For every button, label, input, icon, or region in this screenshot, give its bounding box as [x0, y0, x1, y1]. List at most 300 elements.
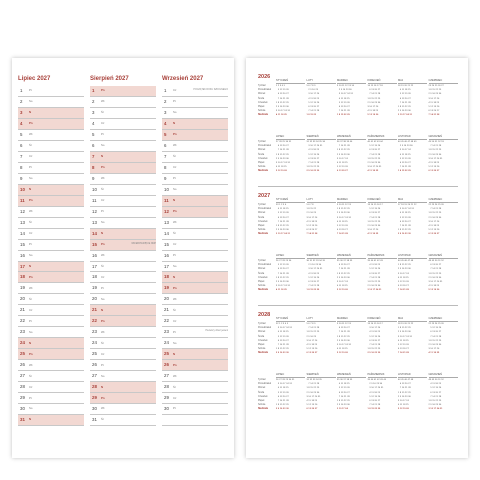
day-name: Cz [173, 241, 177, 246]
mini-month-name: GRUDZIEŃ [429, 134, 458, 140]
weekday-label: Tydzień [258, 204, 266, 206]
mini-month [429, 372, 458, 412]
mini-month-name: CZERWIEC [429, 316, 458, 322]
day-name: Śr [101, 340, 104, 345]
day-number: 3 [92, 109, 95, 115]
weekday-labels [258, 322, 275, 356]
month-title: Lipiec 2027 [18, 76, 51, 82]
day-row [90, 382, 156, 393]
day-row [18, 108, 84, 119]
day-number: 13 [20, 219, 25, 225]
weekday-label: Niedziela [258, 408, 268, 411]
weekday-label: Sobota [258, 110, 266, 113]
weekday-label: Czwartek [258, 157, 268, 160]
day-row [162, 108, 228, 119]
day-name: Śr [173, 230, 176, 235]
mini-month-name: PAŹDZIERNIK [368, 134, 397, 140]
day-number: 29 [20, 395, 25, 401]
day-number: 22 [20, 318, 25, 324]
mini-month-name: GRUDZIEŃ [429, 372, 458, 378]
holiday-note: WNIEBOWZIĘCIE NMP [131, 242, 156, 245]
weekday-label: Wtorek [258, 149, 266, 152]
day-number: 10 [92, 186, 97, 192]
day-number: 20 [92, 296, 97, 302]
mini-month [337, 197, 366, 237]
weekday-label: Piątek [258, 399, 265, 402]
day-number: 14 [20, 230, 25, 236]
day-name: So [29, 99, 33, 104]
weekday-label: Wtorek [258, 331, 266, 334]
day-row [162, 338, 228, 349]
mini-month [429, 197, 458, 237]
day-number: 25 [92, 351, 97, 357]
mini-month [368, 197, 397, 237]
weekday-label: Środa [258, 335, 265, 338]
mini-month-days: 44 45 46 47 48 6 13 20 27 7 14 21 28 1 8 15 22 29 2 9 16 23 30 3 10 17 24 4 11 18 25 5 12 19 26 [398, 379, 414, 411]
day-number: 29 [164, 395, 169, 401]
mini-month [368, 253, 397, 293]
mini-month-name: GRUDZIEŃ [429, 253, 458, 259]
weekday-label: Środa [258, 216, 265, 219]
day-name: Cz [101, 274, 105, 279]
month-title: Wrzesień 2027 [162, 76, 204, 82]
day-row [162, 207, 228, 218]
mini-month-days: 5 6 7 8 9 2 9 16 23 3 10 17 24 4 11 18 25 5 12 19 26 6 13 20 27 7 14 21 28 1 8 15 22 [306, 85, 320, 117]
day-name: Wt [101, 252, 105, 257]
day-number: 5 [164, 131, 167, 137]
day-number: 22 [164, 318, 169, 324]
day-number: 30 [20, 406, 25, 412]
mini-month [398, 78, 427, 118]
day-row [18, 141, 84, 152]
month-column-july [18, 75, 84, 426]
day-number: 21 [92, 307, 97, 313]
day-name: Pt [101, 285, 104, 290]
day-row [18, 185, 84, 196]
day-row [90, 196, 156, 207]
day-row [162, 294, 228, 305]
year-divider [258, 305, 458, 306]
day-name: Cz [29, 384, 33, 389]
day-number: 27 [92, 373, 97, 379]
day-name: Cz [173, 395, 177, 400]
day-name: Cz [173, 318, 177, 323]
day-name: Cz [29, 154, 33, 159]
day-row [90, 174, 156, 185]
day-row [90, 360, 156, 371]
day-row [90, 229, 156, 240]
day-name: So [173, 340, 177, 345]
day-name: N [29, 187, 32, 192]
year-label: 2026 [258, 74, 271, 80]
day-row [18, 229, 84, 240]
day-row [162, 305, 228, 316]
day-name: N [173, 198, 176, 203]
mini-month [398, 316, 427, 356]
day-name: Cz [101, 198, 105, 203]
day-number: 19 [20, 285, 25, 291]
day-number: 10 [20, 186, 25, 192]
weekday-label: Poniedziałek [258, 145, 272, 148]
day-number: 17 [20, 263, 25, 269]
day-name: Pn [29, 198, 33, 203]
day-number: 17 [164, 263, 169, 269]
day-number: 19 [92, 285, 97, 291]
day-name: N [101, 154, 104, 159]
weekday-label: Tydzień [258, 323, 266, 325]
day-name: Śr [29, 373, 32, 378]
day-row [90, 371, 156, 382]
mini-month [276, 197, 305, 237]
weekday-label: Niedziela [258, 170, 268, 173]
mini-month-name: KWIECIEŃ [368, 316, 397, 322]
month-column-september [162, 75, 228, 426]
mini-month-name: LUTY [307, 316, 336, 322]
day-name: Pt [101, 132, 104, 137]
day-number: 31 [20, 417, 25, 423]
day-number: 2 [164, 98, 167, 104]
day-number: 8 [92, 164, 95, 170]
day-number: 27 [20, 373, 25, 379]
day-row [18, 174, 84, 185]
day-name: So [173, 263, 177, 268]
mini-month [398, 253, 427, 293]
weekday-label: Czwartek [258, 276, 268, 279]
day-number: 26 [92, 362, 97, 368]
mini-month-name: LUTY [307, 78, 336, 84]
weekday-label: Tydzień [258, 85, 266, 87]
day-row [18, 86, 84, 97]
day-row [90, 207, 156, 218]
day-number: 2 [20, 98, 23, 104]
mini-month [276, 372, 305, 412]
day-name: Pn [29, 351, 33, 356]
day-number: 21 [164, 307, 169, 313]
day-row [90, 283, 156, 294]
weekday-labels [258, 203, 275, 237]
day-row [18, 251, 84, 262]
day-row [162, 119, 228, 130]
mini-month-name: LIPIEC [276, 253, 305, 259]
day-row [90, 86, 156, 97]
day-number: 29 [92, 395, 97, 401]
mini-month-name: MARZEC [337, 197, 366, 203]
mini-month [276, 253, 305, 293]
weekday-labels [258, 259, 275, 293]
day-name: Wt [173, 143, 177, 148]
mini-month-days: 35 36 37 38 39 4 11 18 25 5 12 19 26 6 13 20 27 7 14 21 28 1 8 15 22 29 2 9 16 23 30 3 10 17 24 [337, 379, 353, 411]
day-name: Pn [173, 285, 177, 290]
day-number: 8 [164, 164, 167, 170]
day-row [18, 349, 84, 360]
day-number: 3 [20, 109, 23, 115]
day-name: N [29, 263, 32, 268]
day-row [162, 360, 228, 371]
day-number: 18 [20, 274, 25, 280]
year-label: 2027 [258, 193, 271, 199]
mini-month [368, 134, 397, 174]
day-row [90, 262, 156, 273]
day-row [162, 415, 228, 426]
day-number: 19 [164, 285, 169, 291]
day-name: Wt [29, 362, 33, 367]
day-number: 8 [20, 164, 23, 170]
mini-month [368, 316, 397, 356]
day-number: 24 [92, 340, 97, 346]
mini-month-days: 30 31 32 33 34 35 2 9 16 23 30 3 10 17 24 31 4 11 18 25 5 12 19 26 6 13 20 27 7 14 21 28 1 8 15 22 29 [306, 260, 325, 292]
day-name: Śr [101, 110, 104, 115]
mini-month-days: 40 41 42 43 44 5 12 19 26 6 13 20 27 7 14 21 28 1 8 15 22 29 2 9 16 23 30 3 10 17 24 31 4 11 18 25 [367, 141, 383, 173]
day-number: 4 [92, 120, 95, 126]
day-name: N [29, 417, 32, 422]
day-row [18, 130, 84, 141]
day-number: 17 [92, 263, 97, 269]
mini-month-days: 9 10 11 12 13 1 8 15 22 29 2 9 16 23 30 3 10 17 24 31 4 11 18 25 5 12 19 26 6 13 20 27 7 14 21 28 [337, 204, 352, 236]
holiday-note: Pierwszy dzień jesieni [205, 330, 228, 333]
day-row [162, 240, 228, 251]
mini-month-days: 18 19 20 21 22 4 11 18 25 5 12 19 26 6 13 20 27 7 14 21 28 1 8 15 22 29 2 9 16 23 30 3 10 17 24 31 [398, 85, 414, 117]
day-name: Pt [173, 252, 176, 257]
day-row [18, 404, 84, 415]
mini-month-name: KWIECIEŃ [368, 197, 397, 203]
day-number: 12 [20, 208, 25, 214]
day-number: 24 [164, 340, 169, 346]
day-name: So [173, 187, 177, 192]
mini-month [276, 78, 305, 118]
day-number: 5 [92, 131, 95, 137]
day-number: 4 [20, 120, 23, 126]
day-name: So [29, 329, 33, 334]
day-name: Śr [173, 384, 176, 389]
mini-month [398, 134, 427, 174]
mini-month-days: 39 40 41 42 43 4 11 18 25 5 12 19 26 6 13 20 27 7 14 21 28 1 8 15 22 29 2 9 16 23 30 3 10 17 24 31 [367, 260, 383, 292]
weekday-label: Tydzień [258, 260, 266, 262]
day-name: Pt [101, 209, 104, 214]
day-row [18, 240, 84, 251]
day-name: So [173, 110, 177, 115]
day-row [18, 415, 84, 426]
day-number: 16 [92, 252, 97, 258]
weekday-label: Poniedziałek [258, 89, 272, 92]
weekday-label: Piątek [258, 343, 265, 346]
mini-month [307, 197, 336, 237]
day-row [162, 316, 228, 327]
day-name: Śr [101, 263, 104, 268]
day-name: Pt [173, 406, 176, 411]
weekday-label: Poniedziałek [258, 264, 272, 267]
day-number: 24 [20, 340, 25, 346]
day-row [90, 240, 156, 251]
mini-month [429, 253, 458, 293]
weekday-label: Wtorek [258, 212, 266, 215]
day-number: 4 [164, 120, 167, 126]
day-row [162, 97, 228, 108]
day-number: 20 [20, 296, 25, 302]
day-row [90, 185, 156, 196]
day-name: N [173, 121, 176, 126]
weekday-label: Poniedziałek [258, 383, 272, 386]
month-column-august [90, 75, 156, 426]
day-row [90, 349, 156, 360]
day-number: 13 [164, 219, 169, 225]
day-name: Wt [101, 329, 105, 334]
day-name: So [101, 143, 105, 148]
day-number: 25 [20, 351, 25, 357]
day-row [18, 218, 84, 229]
day-row [18, 152, 84, 163]
weekday-label: Niedziela [258, 114, 268, 117]
mini-month-days: 13 14 15 16 17 5 12 19 26 6 13 20 27 7 14 21 28 1 8 15 22 29 2 9 16 23 30 3 10 17 24 4 11 18 25 [367, 204, 383, 236]
weekday-label: Tydzień [258, 141, 266, 143]
day-row [90, 305, 156, 316]
day-number: 23 [92, 329, 97, 335]
day-name: Wt [173, 296, 177, 301]
day-row [162, 262, 228, 273]
weekday-label: Wtorek [258, 268, 266, 271]
mini-month-days: 14 15 16 17 18 6 13 20 27 7 14 21 28 1 8 15 22 29 2 9 16 23 30 3 10 17 24 4 11 18 25 5 12 19 26 [367, 85, 383, 117]
day-row [162, 404, 228, 415]
day-name: Wt [29, 132, 33, 137]
day-row [18, 338, 84, 349]
mini-month-name: LIPIEC [276, 134, 305, 140]
day-row [162, 272, 228, 283]
day-name: Pt [29, 241, 32, 246]
day-number: 15 [164, 241, 169, 247]
day-number: 23 [164, 329, 169, 335]
mini-month [337, 134, 366, 174]
weekday-label: Niedziela [258, 289, 268, 292]
mini-month-name: WRZESIEŃ [337, 253, 366, 259]
day-row [90, 316, 156, 327]
day-row [90, 415, 156, 426]
day-row [90, 272, 156, 283]
year-divider [258, 186, 458, 187]
day-name: So [29, 176, 33, 181]
day-row [18, 360, 84, 371]
day-row [18, 196, 84, 207]
weekday-label: Niedziela [258, 352, 268, 355]
day-number: 3 [164, 109, 167, 115]
mini-month-name: LISTOPAD [398, 372, 427, 378]
mini-month-name: CZERWIEC [429, 197, 458, 203]
mini-month [429, 134, 458, 174]
day-name: N [29, 340, 32, 345]
mini-month [307, 253, 336, 293]
mini-month-days: 31 32 33 34 35 36 3 10 17 24 31 4 11 18 25 5 12 19 26 6 13 20 27 7 14 21 28 1 8 15 22 29 2 9 16 23 30 [306, 141, 325, 173]
mini-month-name: PAŹDZIERNIK [368, 372, 397, 378]
day-row [162, 86, 228, 97]
mini-month-name: WRZESIEŃ [337, 134, 366, 140]
mini-month-name: STYCZEŃ [276, 197, 305, 203]
mini-month-days: 36 37 38 39 40 7 14 21 28 1 8 15 22 29 2 9 16 23 30 3 10 17 24 4 11 18 25 5 12 19 26 6 13 20 27 [337, 141, 353, 173]
day-row [162, 371, 228, 382]
day-row [90, 141, 156, 152]
day-name: Śr [29, 220, 32, 225]
mini-month-days: 5 6 7 8 1 8 15 22 2 9 16 23 3 10 17 24 4 11 18 25 5 12 19 26 6 13 20 27 7 14 21 28 [306, 204, 318, 236]
mini-month [307, 316, 336, 356]
mini-month-name: MAJ [398, 78, 427, 84]
day-number: 30 [92, 406, 97, 412]
day-number: 26 [164, 362, 169, 368]
day-name: Cz [29, 307, 33, 312]
day-number: 1 [164, 88, 167, 93]
day-number: 16 [164, 252, 169, 258]
mini-month-days: 44 45 46 47 48 49 2 9 16 23 30 3 10 17 24 4 11 18 25 5 12 19 26 6 13 20 27 7 14 21 28 1 8 15 22 29 [398, 141, 417, 173]
day-number: 27 [164, 373, 169, 379]
day-row [90, 404, 156, 415]
mini-month-name: WRZESIEŃ [337, 372, 366, 378]
mini-month-name: PAŹDZIERNIK [368, 253, 397, 259]
day-row [18, 283, 84, 294]
weekday-label: Poniedziałek [258, 327, 272, 330]
mini-month-name: LUTY [307, 197, 336, 203]
day-row [90, 393, 156, 404]
day-row [18, 316, 84, 327]
mini-month-days: 53 1 2 3 4 4 11 18 25 5 12 19 26 6 13 20 27 7 14 21 28 1 8 15 22 29 2 9 16 23 30 3 10 17 24 31 [276, 204, 291, 236]
mini-month-days: 17 18 19 20 21 22 3 10 17 24 31 4 11 18 25 5 12 19 26 6 13 20 27 7 14 21 28 1 8 15 22 29 2 9 16 23 30 [398, 204, 417, 236]
mini-month-days: 23 24 25 26 27 1 8 15 22 29 2 9 16 23 30 3 10 17 24 4 11 18 25 5 12 19 26 6 13 20 27 7 14 21 28 [428, 85, 444, 117]
day-name: Wt [173, 373, 177, 378]
day-row [90, 97, 156, 108]
day-row [90, 130, 156, 141]
day-name: Pn [29, 274, 33, 279]
mini-month-days: 1 2 3 4 5 5 12 19 26 6 13 20 27 7 14 21 28 1 8 15 22 29 2 9 16 23 30 3 10 17 24 31 4 11 18 25 [276, 85, 291, 117]
day-number: 12 [164, 208, 169, 214]
day-number: 2 [92, 98, 95, 104]
day-name: Pt [29, 88, 32, 93]
day-row [90, 218, 156, 229]
mini-month-name: MARZEC [337, 316, 366, 322]
day-row [18, 272, 84, 283]
weekday-label: Środa [258, 391, 265, 394]
day-row [18, 262, 84, 273]
right-page [246, 58, 468, 458]
day-number: 28 [20, 384, 25, 390]
mini-month-days: 26 27 28 29 30 5 12 19 26 6 13 20 27 7 14 21 28 1 8 15 22 29 2 9 16 23 30 3 10 17 24 31 4 11 18 25 [276, 260, 292, 292]
weekday-label: Środa [258, 272, 265, 275]
mini-month-name: LISTOPAD [398, 253, 427, 259]
mini-month-days: 49 50 51 52 53 7 14 21 28 1 8 15 22 29 2 9 16 23 30 3 10 17 24 31 4 11 18 25 5 12 19 26 6 13 20 27 [428, 141, 444, 173]
day-row [18, 163, 84, 174]
mini-month [398, 372, 427, 412]
mini-month [307, 134, 336, 174]
day-row [162, 393, 228, 404]
day-name: So [101, 296, 105, 301]
day-name: Pn [101, 318, 105, 323]
weekday-label: Piątek [258, 280, 265, 283]
day-number: 15 [20, 241, 25, 247]
day-name: Pt [101, 362, 104, 367]
day-number: 14 [164, 230, 169, 236]
day-row [18, 393, 84, 404]
day-name: Cz [173, 88, 177, 93]
day-row [18, 97, 84, 108]
day-number: 11 [92, 197, 97, 203]
day-name: Pn [101, 395, 105, 400]
day-name: Pt [29, 165, 32, 170]
day-row [162, 229, 228, 240]
day-name: Pn [101, 88, 105, 93]
mini-month [368, 372, 397, 412]
day-name: Cz [101, 351, 105, 356]
mini-month [276, 316, 305, 356]
day-name: So [101, 373, 105, 378]
day-name: Pt [29, 395, 32, 400]
day-row [162, 163, 228, 174]
day-number: 23 [20, 329, 25, 335]
day-number: 11 [20, 197, 25, 203]
mini-month-days: 22 23 24 25 26 7 14 21 28 1 8 15 22 29 2 9 16 23 30 3 10 17 24 4 11 18 25 5 12 19 26 6 13 20 27 [428, 204, 444, 236]
